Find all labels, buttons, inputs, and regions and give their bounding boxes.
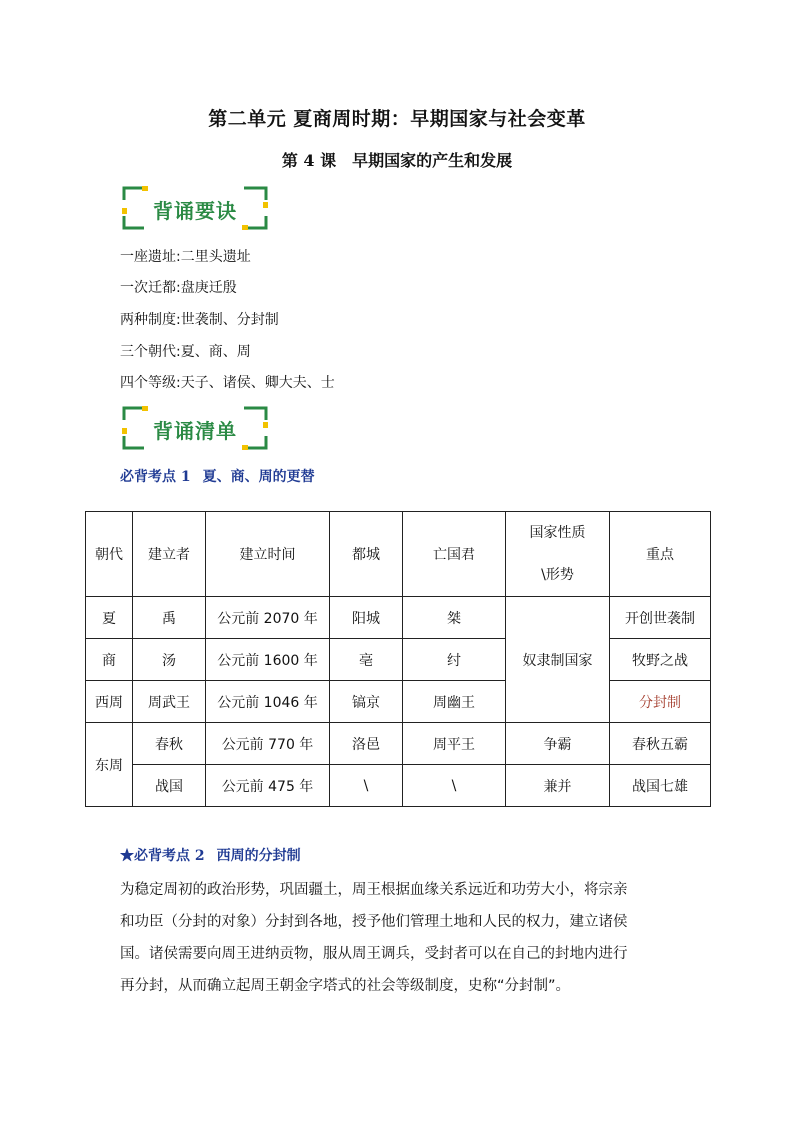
table-cell: 开创世袭制 <box>610 597 711 639</box>
table-cell: 西周 <box>86 681 133 723</box>
table-cell: 洛邑 <box>330 723 403 765</box>
table-header-cell: 建立者 <box>133 512 206 597</box>
mnemonic-item: 一座遗址:二里头遗址 <box>120 249 251 265</box>
table-header-cell: 朝代 <box>86 512 133 597</box>
table-cell: 纣 <box>403 639 506 681</box>
star-icon: ★ <box>120 848 134 864</box>
table-row <box>86 723 711 765</box>
table-cell: 夏 <box>86 597 133 639</box>
mnemonic-item: 三个朝代:夏、商、周 <box>120 344 251 360</box>
table-header-cell: 重点 <box>610 512 711 597</box>
table-header-cell: 建立时间 <box>206 512 330 597</box>
table-cell: 商 <box>86 639 133 681</box>
table-cell: 禹 <box>133 597 206 639</box>
paragraph-line: 为稳定周初的政治形势，巩固疆土，周王根据血缘关系远近和功劳大小，将宗亲 <box>120 882 628 898</box>
table-cell: 公元前 770 年 <box>206 723 330 765</box>
table-cell-merged: 东周 <box>86 723 133 807</box>
table-cell: 周平王 <box>403 723 506 765</box>
table-cell: 桀 <box>403 597 506 639</box>
table-cell: 镐京 <box>330 681 403 723</box>
table-row <box>86 639 711 681</box>
table-cell: 周幽王 <box>403 681 506 723</box>
table-cell: 汤 <box>133 639 206 681</box>
table-row <box>86 597 711 639</box>
table-cell: 兼并 <box>506 765 610 807</box>
point-label: 必背考点 1 <box>120 469 191 485</box>
table-cell: 战国七雄 <box>610 765 711 807</box>
table-cell: 周武王 <box>133 681 206 723</box>
table-cell: 阳城 <box>330 597 403 639</box>
table-cell-merged: 奴隶制国家 <box>506 597 610 723</box>
paragraph-line: 再分封，从而确立起周王朝金字塔式的社会等级制度，史称“分封制”。 <box>120 978 571 994</box>
table-header-cell: 亡国君 <box>403 512 506 597</box>
table-cell: 战国 <box>133 765 206 807</box>
section-label: 背诵清单 <box>153 419 237 443</box>
paragraph-line: 和功臣（分封的对象）分封到各地，授予他们管理土地和人民的权力，建立诸侯 <box>120 914 628 930</box>
header-line: \形势 <box>541 567 574 583</box>
mnemonic-item: 四个等级:天子、诸侯、卿大夫、士 <box>120 375 335 391</box>
table-cell: 春秋五霸 <box>610 723 711 765</box>
point-heading-2 <box>120 845 301 865</box>
table-cell: \ <box>403 765 506 807</box>
table-header-cell: 都城 <box>330 512 403 597</box>
paragraph-line: 国。诸侯需要向周王进纳贡物，服从周王调兵，受封者可以在自己的封地内进行 <box>120 946 628 962</box>
table-cell: 亳 <box>330 639 403 681</box>
fenfeng-paragraph <box>120 874 680 1002</box>
table-cell-highlight: 分封制 <box>610 681 711 723</box>
point-title: 夏、商、周的更替 <box>202 469 315 485</box>
table-cell: 公元前 2070 年 <box>206 597 330 639</box>
table-cell: 公元前 1046 年 <box>206 681 330 723</box>
mnemonic-item: 一次迁都:盘庚迁殷 <box>120 280 237 296</box>
point-label: 必背考点 2 <box>134 848 205 864</box>
mnemonic-item: 两种制度:世袭制、分封制 <box>120 312 279 328</box>
table-cell: 牧野之战 <box>610 639 711 681</box>
lesson-number: 第 4 课 <box>281 151 337 170</box>
table-cell: 公元前 1600 年 <box>206 639 330 681</box>
table-header-row <box>86 512 711 597</box>
section-label: 背诵要诀 <box>153 199 237 223</box>
table-row <box>86 765 711 807</box>
page-title: 第二单元 夏商周时期：早期国家与社会变革 <box>208 108 586 130</box>
point-heading-1 <box>120 466 315 486</box>
section-header-recite-tips <box>122 186 268 230</box>
point-title: 西周的分封制 <box>216 848 301 864</box>
table-cell: \ <box>330 765 403 807</box>
table-header-cell <box>506 512 610 597</box>
table-cell: 春秋 <box>133 723 206 765</box>
table-row <box>86 681 711 723</box>
table-cell: 公元前 475 年 <box>206 765 330 807</box>
lesson-name: 早期国家的产生和发展 <box>352 151 513 170</box>
dynasty-table <box>85 511 711 807</box>
header-line: 国家性质 <box>529 525 586 541</box>
table-cell: 争霸 <box>506 723 610 765</box>
section-header-recite-list <box>122 406 268 450</box>
lesson-title <box>0 148 794 171</box>
